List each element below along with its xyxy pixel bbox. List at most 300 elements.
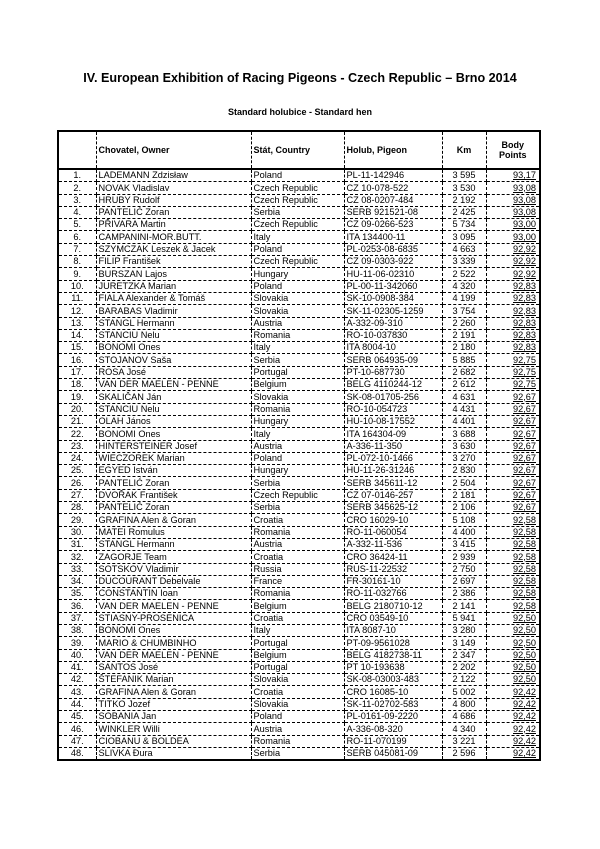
table-row <box>58 575 540 587</box>
points-cell: 92,42 <box>486 686 540 698</box>
country-cell: Austria <box>251 538 344 550</box>
table-row <box>58 711 540 723</box>
table-row <box>58 194 540 206</box>
pigeon-cell: RO-10-054723 <box>344 403 442 415</box>
country-cell: Croatia <box>251 686 344 698</box>
owner-cell: ROSA José <box>96 366 251 378</box>
country-cell: Serbia <box>251 747 344 760</box>
owner-cell: HRUBY Rudolf <box>96 194 251 206</box>
points-cell: 92,83 <box>486 329 540 341</box>
rank-cell: 24. <box>58 452 96 464</box>
km-cell: 5 885 <box>442 354 486 366</box>
points-cell: 92,42 <box>486 735 540 747</box>
country-cell: Romania <box>251 526 344 538</box>
owner-cell: CIOBANU & BOLDEA <box>96 735 251 747</box>
owner-cell: STANGL Hermann <box>96 538 251 550</box>
country-cell: Austria <box>251 723 344 735</box>
country-cell: Czech Republic <box>251 182 344 194</box>
rank-cell: 10. <box>58 280 96 292</box>
km-cell: 2 612 <box>442 379 486 391</box>
table-row <box>58 489 540 501</box>
table-row <box>58 243 540 255</box>
table-row <box>58 588 540 600</box>
owner-cell: VAN DER MAELEN - PENNE <box>96 600 251 612</box>
km-cell: 4 401 <box>442 415 486 427</box>
km-cell: 4 400 <box>442 526 486 538</box>
owner-cell: GRAFINA Alen & Goran <box>96 686 251 698</box>
rank-cell: 11. <box>58 292 96 304</box>
country-cell: Italy <box>251 231 344 243</box>
rank-cell: 46. <box>58 723 96 735</box>
km-cell: 5 734 <box>442 219 486 231</box>
points-cell: 92,42 <box>486 747 540 760</box>
owner-cell: STANCIU Nelu <box>96 403 251 415</box>
rank-cell: 1. <box>58 169 96 182</box>
km-cell: 2 122 <box>442 674 486 686</box>
km-cell: 2 682 <box>442 366 486 378</box>
pigeon-cell: CZ 10-078-522 <box>344 182 442 194</box>
km-cell: 4 199 <box>442 292 486 304</box>
country-cell: Serbia <box>251 502 344 514</box>
country-cell: Poland <box>251 280 344 292</box>
km-cell: 2 202 <box>442 661 486 673</box>
pigeon-cell: SK-11-02702-583 <box>344 698 442 710</box>
table-row <box>58 674 540 686</box>
country-cell: Slovakia <box>251 698 344 710</box>
points-cell: 92,58 <box>486 551 540 563</box>
pigeon-cell: PL-0161-09-2220 <box>344 711 442 723</box>
pigeon-cell: RO-11-060054 <box>344 526 442 538</box>
country-cell: Hungary <box>251 415 344 427</box>
header-owner: Chovatel, Owner <box>96 131 251 169</box>
km-cell: 4 631 <box>442 391 486 403</box>
country-cell: Romania <box>251 588 344 600</box>
km-cell: 3 688 <box>442 428 486 440</box>
pigeon-cell: SK-11-02305-1259 <box>344 305 442 317</box>
pigeon-cell: RUS-11-22532 <box>344 563 442 575</box>
country-cell: Italy <box>251 624 344 636</box>
points-cell: 92,42 <box>486 723 540 735</box>
pigeon-cell: PL-072-10-1466 <box>344 452 442 464</box>
points-cell: 92,50 <box>486 661 540 673</box>
owner-cell: JURETZKA Marian <box>96 280 251 292</box>
table-body <box>58 169 540 760</box>
rank-cell: 43. <box>58 686 96 698</box>
rank-cell: 34. <box>58 575 96 587</box>
points-cell: 92,75 <box>486 366 540 378</box>
km-cell: 3 339 <box>442 256 486 268</box>
owner-cell: ŠTEFANIK Marian <box>96 674 251 686</box>
rank-cell: 19. <box>58 391 96 403</box>
table-row <box>58 268 540 280</box>
km-cell: 4 340 <box>442 723 486 735</box>
owner-cell: STANGL Hermann <box>96 317 251 329</box>
owner-cell: BONOMI Ones <box>96 428 251 440</box>
rank-cell: 8. <box>58 256 96 268</box>
owner-cell: PANTELIĆ Zoran <box>96 206 251 218</box>
pigeon-cell: RO-11-070199 <box>344 735 442 747</box>
rank-cell: 16. <box>58 354 96 366</box>
country-cell: Portugal <box>251 637 344 649</box>
country-cell: Portugal <box>251 661 344 673</box>
owner-cell: ZAGORJE Team <box>96 551 251 563</box>
owner-cell: VAN DER MAELEN - PENNE <box>96 379 251 391</box>
rank-cell: 15. <box>58 342 96 354</box>
country-cell: Austria <box>251 440 344 452</box>
points-cell: 92,67 <box>486 403 540 415</box>
country-cell: Belgium <box>251 379 344 391</box>
km-cell: 2 504 <box>442 477 486 489</box>
rank-cell: 48. <box>58 747 96 760</box>
table-row <box>58 317 540 329</box>
table-row <box>58 182 540 194</box>
pigeon-cell: A-332-09-310 <box>344 317 442 329</box>
points-cell: 92,75 <box>486 354 540 366</box>
country-cell: Romania <box>251 403 344 415</box>
km-cell: 2 192 <box>442 194 486 206</box>
owner-cell: BARABAS Vladimir <box>96 305 251 317</box>
owner-cell: BONOMI Ones <box>96 342 251 354</box>
rank-cell: 30. <box>58 526 96 538</box>
owner-cell: PŘIVARA Martin <box>96 219 251 231</box>
km-cell: 2 347 <box>442 649 486 661</box>
km-cell: 2 181 <box>442 489 486 501</box>
rank-cell: 25. <box>58 465 96 477</box>
owner-cell: STOJANOV Saša <box>96 354 251 366</box>
country-cell: Italy <box>251 428 344 440</box>
rank-cell: 14. <box>58 329 96 341</box>
table-row <box>58 735 540 747</box>
country-cell: Slovakia <box>251 674 344 686</box>
rank-cell: 33. <box>58 563 96 575</box>
table-row <box>58 428 540 440</box>
owner-cell: FILIP František <box>96 256 251 268</box>
km-cell: 3 221 <box>442 735 486 747</box>
table-row <box>58 305 540 317</box>
points-cell: 92,67 <box>486 465 540 477</box>
header-pigeon: Holub, Pigeon <box>344 131 442 169</box>
country-cell: Romania <box>251 735 344 747</box>
header-row <box>58 131 540 169</box>
country-cell: Czech Republic <box>251 194 344 206</box>
km-cell: 3 149 <box>442 637 486 649</box>
points-cell: 93,17 <box>486 169 540 182</box>
table-row <box>58 280 540 292</box>
table-row <box>58 686 540 698</box>
points-cell: 92,83 <box>486 317 540 329</box>
country-cell: Belgium <box>251 649 344 661</box>
table-row <box>58 661 540 673</box>
country-cell: Slovakia <box>251 292 344 304</box>
table-row <box>58 292 540 304</box>
points-cell: 92,67 <box>486 391 540 403</box>
rank-cell: 17. <box>58 366 96 378</box>
table-row <box>58 169 540 182</box>
owner-cell: OLAH János <box>96 415 251 427</box>
owner-cell: GRAFINA Alen & Goran <box>96 514 251 526</box>
owner-cell: VAN DER MAELEN - PENNE <box>96 649 251 661</box>
country-cell: Slovakia <box>251 391 344 403</box>
owner-cell: CONSTANTIN Ioan <box>96 588 251 600</box>
pigeon-cell: SERB 345625-12 <box>344 502 442 514</box>
rank-cell: 28. <box>58 502 96 514</box>
points-cell: 92,67 <box>486 477 540 489</box>
points-cell: 92,67 <box>486 440 540 452</box>
table-row <box>58 563 540 575</box>
points-cell: 92,50 <box>486 612 540 624</box>
document-title: IV. European Exhibition of Racing Pigeons - Czech Republic – Brno 2014 <box>83 71 517 85</box>
pigeon-cell: RO-10-037830 <box>344 329 442 341</box>
km-cell: 3 415 <box>442 538 486 550</box>
rank-cell: 4. <box>58 206 96 218</box>
points-cell: 92,58 <box>486 563 540 575</box>
points-cell: 92,83 <box>486 280 540 292</box>
km-cell: 4 800 <box>442 698 486 710</box>
header-points <box>486 131 540 169</box>
rank-cell: 22. <box>58 428 96 440</box>
points-cell: 93,08 <box>486 194 540 206</box>
km-cell: 3 630 <box>442 440 486 452</box>
table-row <box>58 649 540 661</box>
points-cell: 92,50 <box>486 637 540 649</box>
points-cell: 92,58 <box>486 575 540 587</box>
rank-cell: 29. <box>58 514 96 526</box>
rank-cell: 7. <box>58 243 96 255</box>
km-cell: 2 425 <box>442 206 486 218</box>
header-km: Km <box>442 131 486 169</box>
country-cell: Poland <box>251 243 344 255</box>
country-cell: France <box>251 575 344 587</box>
km-cell: 4 431 <box>442 403 486 415</box>
pigeon-cell: SERB 064935-09 <box>344 354 442 366</box>
points-cell: 92,83 <box>486 292 540 304</box>
country-cell: Serbia <box>251 354 344 366</box>
km-cell: 3 095 <box>442 231 486 243</box>
pigeon-cell: PL-0253-08-6835 <box>344 243 442 255</box>
table-row <box>58 502 540 514</box>
pigeon-cell: CZ 09-0303-922 <box>344 256 442 268</box>
rank-cell: 13. <box>58 317 96 329</box>
points-cell: 92,67 <box>486 489 540 501</box>
table-row <box>58 231 540 243</box>
country-cell: Portugal <box>251 366 344 378</box>
country-cell: Romania <box>251 329 344 341</box>
pigeon-cell: CRO 16085-10 <box>344 686 442 698</box>
owner-cell: NOVAK Vladislav <box>96 182 251 194</box>
document-subtitle: Standard holubice - Standard hen <box>227 107 372 117</box>
rank-cell: 45. <box>58 711 96 723</box>
table-row <box>58 514 540 526</box>
pigeon-cell: SK-08-03003-483 <box>344 674 442 686</box>
owner-cell: DUCOURANT Debelvale <box>96 575 251 587</box>
points-cell: 92,58 <box>486 514 540 526</box>
table-row <box>58 354 540 366</box>
km-cell: 2 830 <box>442 465 486 477</box>
country-cell: Poland <box>251 711 344 723</box>
table-row <box>58 379 540 391</box>
owner-cell: BONOMI Ones <box>96 624 251 636</box>
owner-cell: WIECZOREK Marian <box>96 452 251 464</box>
table-row <box>58 342 540 354</box>
km-cell: 2 106 <box>442 502 486 514</box>
rank-cell: 35. <box>58 588 96 600</box>
km-cell: 2 386 <box>442 588 486 600</box>
rank-cell: 26. <box>58 477 96 489</box>
pigeon-cell: CZ 08-0207-484 <box>344 194 442 206</box>
table-row <box>58 329 540 341</box>
pigeon-cell: ITA 164304-09 <box>344 428 442 440</box>
country-cell: Poland <box>251 452 344 464</box>
pigeon-cell: PT-10-687730 <box>344 366 442 378</box>
points-cell: 92,50 <box>486 624 540 636</box>
rank-cell: 39. <box>58 637 96 649</box>
pigeon-cell: SERB 921521-08 <box>344 206 442 218</box>
km-cell: 5 002 <box>442 686 486 698</box>
rank-cell: 9. <box>58 268 96 280</box>
header-country: Stát, Country <box>251 131 344 169</box>
owner-cell: STIASNY-PROSENICA <box>96 612 251 624</box>
km-cell: 3 530 <box>442 182 486 194</box>
rank-cell: 40. <box>58 649 96 661</box>
rank-cell: 47. <box>58 735 96 747</box>
owner-cell: PANTELIĆ Zoran <box>96 477 251 489</box>
km-cell: 5 941 <box>442 612 486 624</box>
country-cell: Russia <box>251 563 344 575</box>
points-cell: 93,00 <box>486 231 540 243</box>
table-row <box>58 366 540 378</box>
points-cell: 92,75 <box>486 379 540 391</box>
pigeon-cell: PT-09-9561028 <box>344 637 442 649</box>
rank-cell: 38. <box>58 624 96 636</box>
km-cell: 3 595 <box>442 169 486 182</box>
owner-cell: LADEMANN Zdzisław <box>96 169 251 182</box>
country-cell: Croatia <box>251 551 344 563</box>
km-cell: 4 686 <box>442 711 486 723</box>
table-row <box>58 624 540 636</box>
owner-cell: WINKLER Willi <box>96 723 251 735</box>
km-cell: 2 180 <box>442 342 486 354</box>
points-cell: 93,08 <box>486 182 540 194</box>
owner-cell: TITKO Jozef <box>96 698 251 710</box>
pigeon-cell: A-336-08-320 <box>344 723 442 735</box>
pigeon-cell: CRO 36424-11 <box>344 551 442 563</box>
table-row <box>58 551 540 563</box>
pigeon-cell: SERB 345611-12 <box>344 477 442 489</box>
rank-cell: 20. <box>58 403 96 415</box>
rank-cell: 3. <box>58 194 96 206</box>
rank-cell: 31. <box>58 538 96 550</box>
points-cell: 93,08 <box>486 206 540 218</box>
owner-cell: BURSZAN Lajos <box>96 268 251 280</box>
table-row <box>58 219 540 231</box>
table-row <box>58 612 540 624</box>
owner-cell: FIALA Alexander & Tomáš <box>96 292 251 304</box>
km-cell: 2 522 <box>442 268 486 280</box>
results-table <box>57 130 541 761</box>
rank-cell: 5. <box>58 219 96 231</box>
owner-cell: SOBANIA Jan <box>96 711 251 723</box>
table-row <box>58 206 540 218</box>
table-row <box>58 440 540 452</box>
km-cell: 2 939 <box>442 551 486 563</box>
country-cell: Croatia <box>251 612 344 624</box>
country-cell: Croatia <box>251 514 344 526</box>
km-cell: 2 191 <box>442 329 486 341</box>
km-cell: 3 280 <box>442 624 486 636</box>
table-row <box>58 403 540 415</box>
points-cell: 92,92 <box>486 256 540 268</box>
pigeon-cell: SK-10-0908-384 <box>344 292 442 304</box>
pigeon-cell: A-332-11-536 <box>344 538 442 550</box>
km-cell: 3 270 <box>442 452 486 464</box>
owner-cell: SOTSKOV Vladimir <box>96 563 251 575</box>
points-cell: 92,83 <box>486 305 540 317</box>
table-row <box>58 477 540 489</box>
pigeon-cell: PL-11-142946 <box>344 169 442 182</box>
table-row <box>58 465 540 477</box>
country-cell: Czech Republic <box>251 256 344 268</box>
km-cell: 2 750 <box>442 563 486 575</box>
country-cell: Hungary <box>251 268 344 280</box>
country-cell: Hungary <box>251 465 344 477</box>
points-cell: 92,67 <box>486 415 540 427</box>
owner-cell: MARIO & CHUMBINHO <box>96 637 251 649</box>
rank-cell: 23. <box>58 440 96 452</box>
owner-cell: HINTERSTEINER Josef <box>96 440 251 452</box>
points-cell: 93,00 <box>486 219 540 231</box>
country-cell: Slovakia <box>251 305 344 317</box>
table-row <box>58 526 540 538</box>
km-cell: 2 697 <box>442 575 486 587</box>
pigeon-cell: BELG 4110244-12 <box>344 379 442 391</box>
pigeon-cell: CRO 03549-10 <box>344 612 442 624</box>
country-cell: Serbia <box>251 206 344 218</box>
points-cell: 92,58 <box>486 600 540 612</box>
pigeon-cell: PT 10-193638 <box>344 661 442 673</box>
rank-cell: 41. <box>58 661 96 673</box>
owner-cell: STANCIU Nelu <box>96 329 251 341</box>
pigeon-cell: CZ 07-0146-257 <box>344 489 442 501</box>
points-cell: 92,92 <box>486 243 540 255</box>
points-cell: 92,42 <box>486 711 540 723</box>
km-cell: 3 754 <box>442 305 486 317</box>
km-cell: 4 663 <box>442 243 486 255</box>
pigeon-cell: A-336-11-350 <box>344 440 442 452</box>
points-cell: 92,83 <box>486 342 540 354</box>
table-row <box>58 391 540 403</box>
country-cell: Czech Republic <box>251 489 344 501</box>
table-row <box>58 256 540 268</box>
owner-cell: SLIVKA Đura <box>96 747 251 760</box>
country-cell: Serbia <box>251 477 344 489</box>
owner-cell: CAMPANINI-MOR.BUTT. <box>96 231 251 243</box>
owner-cell: MATEI Romulus <box>96 526 251 538</box>
points-cell: 92,50 <box>486 674 540 686</box>
pigeon-cell: PL-00-11-342060 <box>344 280 442 292</box>
rank-cell: 37. <box>58 612 96 624</box>
pigeon-cell: BELG 2180710-12 <box>344 600 442 612</box>
table-row <box>58 452 540 464</box>
pigeon-cell: HU-11-26-31246 <box>344 465 442 477</box>
km-cell: 5 108 <box>442 514 486 526</box>
points-cell: 92,58 <box>486 538 540 550</box>
pigeon-cell: RO-11-032766 <box>344 588 442 600</box>
table-row <box>58 747 540 760</box>
pigeon-cell: HU-10-08-17552 <box>344 415 442 427</box>
rank-cell: 2. <box>58 182 96 194</box>
rank-cell: 12. <box>58 305 96 317</box>
pigeon-cell: CZ 09-0266-523 <box>344 219 442 231</box>
